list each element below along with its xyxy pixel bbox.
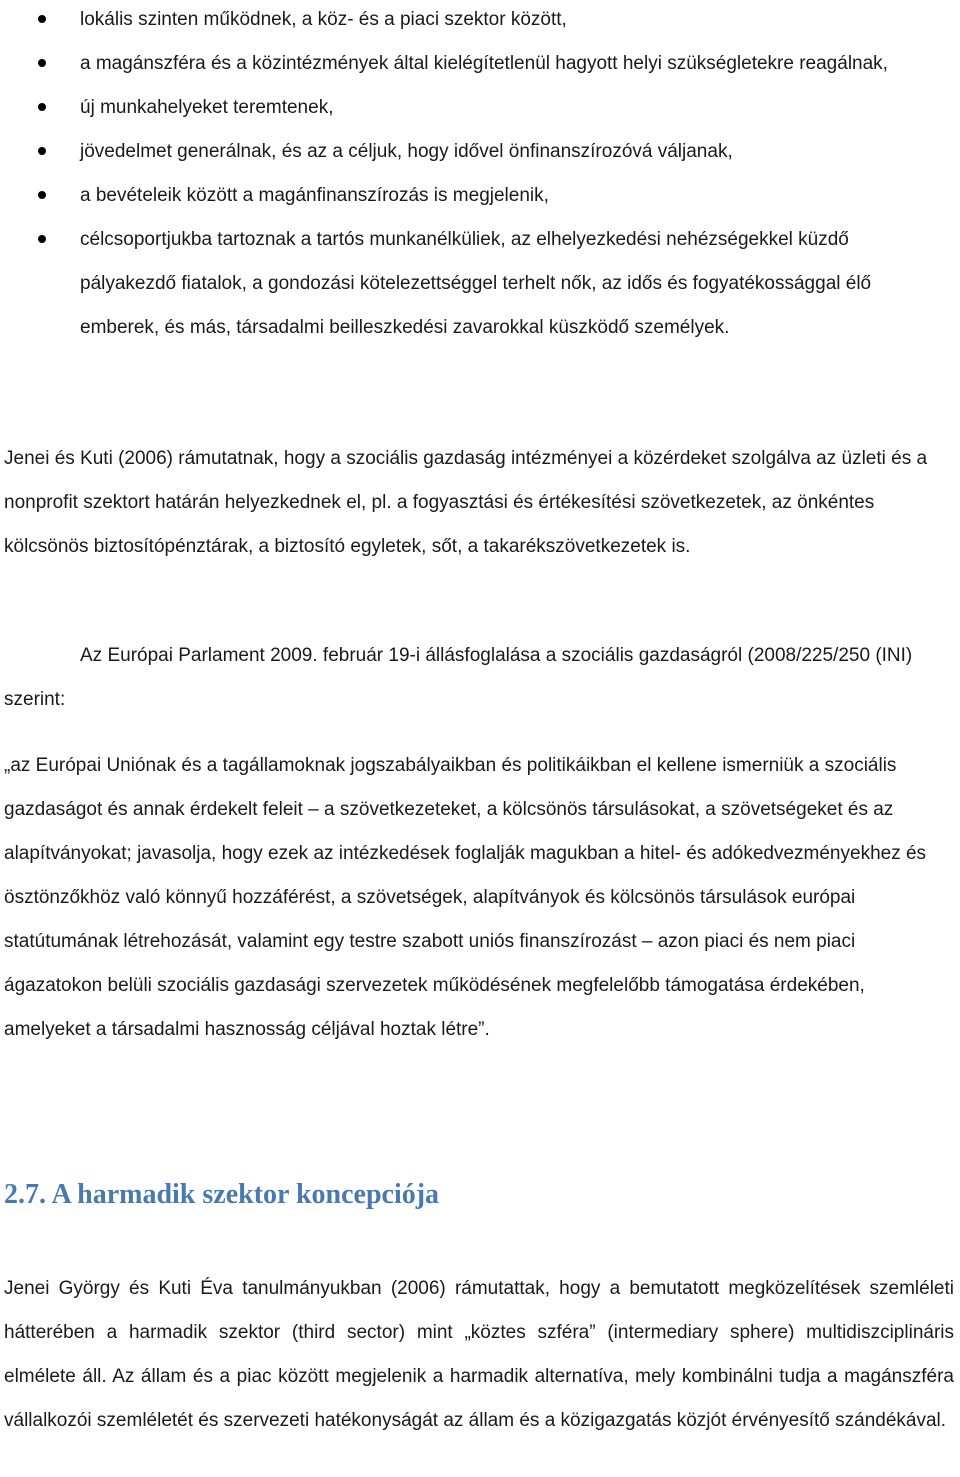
bullet-icon (38, 235, 46, 243)
paragraph-jenei-kuti: Jenei és Kuti (2006) rámutatnak, hogy a szociális gazdaság intézményei a közérdeket szolgálva az üzleti és a nonprofit szektort határán helyezkednek el, pl. a fogyasztási és értékesítési szövetkezetek, az önkéntes kölcsönös biztosítópénztárak, a biztosító egyletek, sőt, a takarékszövetkezetek is. (4, 448, 928, 557)
paragraph-quote: „az Európai Uniónak és a tagállamoknak jogszabályaikban és politikáikban el kellene ismerniük a szociális gazdaságot és annak érdekelt feleit – a szövetkezeteket, a kölcsönös társulásokat, a szövetségeket és az alapítványokat; javasolja, hogy ezek az intézkedések foglalják magukban a hitel- és adókedvezményekhez és ösztönzőkhöz való könnyű hozzáférést, a szövetségek, alapítványok és kölcsönös társulások európai statútumának létrehozását, valamint egy testre szabott uniós finanszírozást – azon piaci és nem piaci ágazatokon belüli szociális gazdasági szervezetek működésének megfelelőbb támogatása érdekében, amelyeket a társadalmi hasznosság céljával hoztak létre”. (4, 755, 927, 1040)
bullet-item (0, 86, 940, 130)
bullet-text: jövedelmet generálnak, és az a céljuk, hogy idővel önfinanszírozóvá váljanak, (80, 141, 733, 162)
bullet-text: célcsoportjukba tartoznak a tartós munkanélküliek, az elhelyezkedési nehézségekkel küzdő pályakezdő fiatalok, a gondozási kötelezettséggel terhelt nők, az idős és fogyatékossággal élő emberek, és más, társadalmi beilleszkedési zavarokkal küszködő személyek. (80, 229, 872, 338)
bullet-text: a bevételeik között a magánfinanszírozás is megjelenik, (80, 185, 549, 206)
bullet-item (0, 174, 940, 218)
bullet-icon (38, 191, 46, 199)
bullet-item (0, 218, 940, 350)
bullet-icon (38, 103, 46, 111)
paragraph-third-sector: Jenei György és Kuti Éva tanulmányukban (2006) rámutattak, hogy a bemutatott megközelítések szemléleti hátterében a harmadik szektor (third sector) mint „köztes szféra” (intermediary sphere) multidiszciplináris elmélete áll. Az állam és a piac között megjelenik a harmadik alternatíva, mely kombinálni tudja a magánszféra vállalkozói szemléletét és szervezeti hatékonyságát az állam és a közigazgatás közjót érvényesítő szándékával. (4, 1278, 954, 1431)
bullet-icon (38, 15, 46, 23)
bullet-text: új munkahelyeket teremtenek, (80, 97, 334, 118)
bullet-item (0, 130, 940, 174)
section-heading: 2.7. A harmadik szektor koncepciója (4, 1179, 440, 1210)
bullet-icon (38, 147, 46, 155)
criteria-bullet-list (0, 0, 960, 350)
paragraph-parliament: Az Európai Parlament 2009. február 19-i állásfoglalása a szociális gazdaságról (2008/225/250 (INI) szerint: (4, 645, 913, 710)
bullet-text: lokális szinten működnek, a köz- és a piaci szektor között, (80, 9, 567, 30)
bullet-item (0, 42, 940, 86)
bullet-icon (38, 59, 46, 67)
bullet-item (0, 0, 940, 42)
bullet-text: a magánszféra és a közintézmények által kielégítetlenül hagyott helyi szükségletekre reagálnak, (80, 53, 888, 74)
